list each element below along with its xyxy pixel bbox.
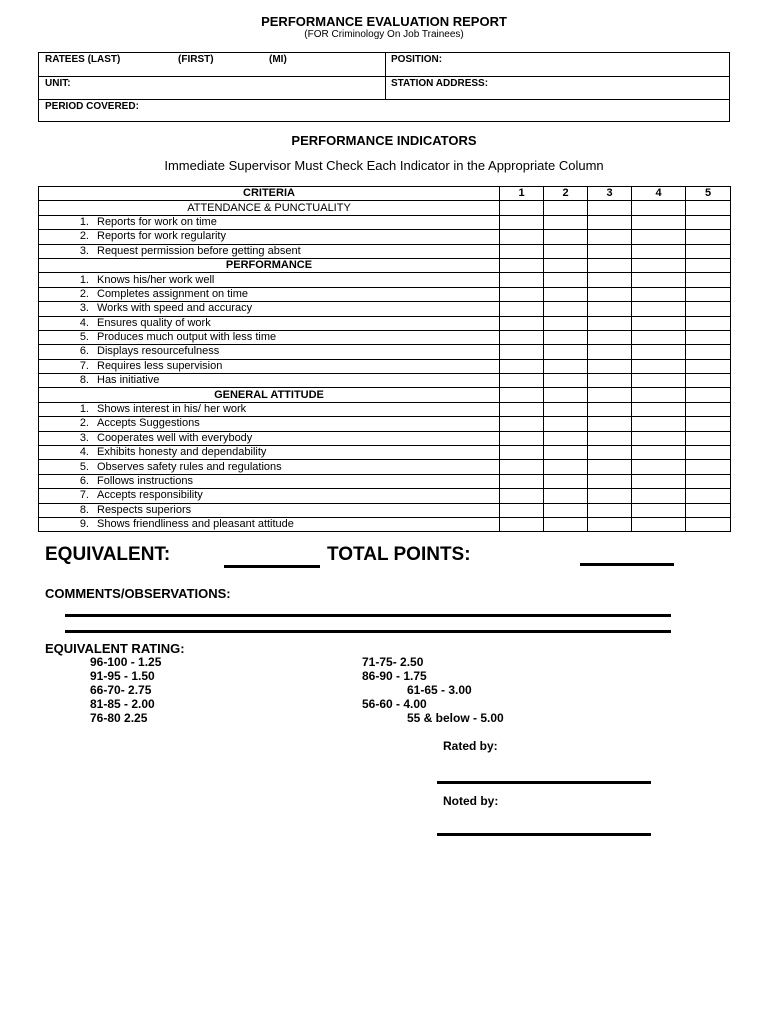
criteria-row <box>39 474 731 488</box>
rating-checkbox-cell[interactable] <box>500 446 544 460</box>
criteria-number: 2. <box>79 230 89 243</box>
criteria-item <box>39 359 500 373</box>
rating-checkbox-cell[interactable] <box>544 446 588 460</box>
criteria-text: Works with speed and accuracy <box>97 302 253 315</box>
criteria-text: Accepts Suggestions <box>97 417 200 430</box>
rating-cell <box>544 388 588 402</box>
rating-left-2: 91-95 - 1.50 <box>90 669 155 683</box>
rating-checkbox-cell[interactable] <box>500 215 544 229</box>
criteria-number: 6. <box>79 475 89 487</box>
info-row-name <box>39 53 729 77</box>
rating-checkbox-cell[interactable] <box>588 302 632 316</box>
info-row-unit <box>39 77 729 100</box>
rating-checkbox-cell[interactable] <box>544 431 588 445</box>
rating-checkbox-cell[interactable] <box>632 489 686 503</box>
criteria-item <box>39 316 500 330</box>
criteria-number: 5. <box>79 331 89 344</box>
rating-checkbox-cell[interactable] <box>588 446 632 460</box>
rating-checkbox-cell[interactable] <box>544 417 588 431</box>
criteria-row <box>39 287 731 301</box>
info-divider <box>385 53 386 100</box>
criteria-item <box>39 215 500 229</box>
criteria-number: 3. <box>79 302 89 315</box>
rating-cell <box>588 201 632 215</box>
rating-cell <box>632 201 686 215</box>
rating-checkbox-cell[interactable] <box>544 489 588 503</box>
criteria-item <box>39 302 500 316</box>
rating-right-5: 55 & below - 5.00 <box>407 711 504 725</box>
criteria-number: 3. <box>79 431 89 444</box>
criteria-item <box>39 402 500 416</box>
criteria-row <box>39 517 731 531</box>
section-row <box>39 388 731 402</box>
rating-checkbox-cell[interactable] <box>588 402 632 416</box>
rating-checkbox-cell[interactable] <box>544 316 588 330</box>
rating-checkbox-cell[interactable] <box>686 374 731 388</box>
rated-by-signature-line[interactable] <box>437 781 651 784</box>
rating-cell <box>500 388 544 402</box>
criteria-row <box>39 215 731 229</box>
rating-checkbox-cell[interactable] <box>500 431 544 445</box>
indicators-title: PERFORMANCE INDICATORS <box>291 133 477 148</box>
rating-checkbox-cell[interactable] <box>686 446 731 460</box>
rating-checkbox-cell[interactable] <box>686 316 731 330</box>
rating-col-3: 3 <box>588 187 632 201</box>
rating-checkbox-cell[interactable] <box>686 345 731 359</box>
comments-line-1[interactable] <box>65 614 671 617</box>
criteria-item <box>39 273 500 287</box>
rating-checkbox-cell[interactable] <box>588 330 632 344</box>
rating-checkbox-cell[interactable] <box>686 359 731 373</box>
rating-left-1: 96-100 - 1.25 <box>90 655 162 669</box>
rating-checkbox-cell[interactable] <box>500 302 544 316</box>
rating-checkbox-cell[interactable] <box>500 503 544 517</box>
rating-checkbox-cell[interactable] <box>588 230 632 244</box>
rating-checkbox-cell[interactable] <box>500 359 544 373</box>
rating-checkbox-cell[interactable] <box>500 374 544 388</box>
rated-by-label: Rated by: <box>443 739 498 753</box>
criteria-row <box>39 302 731 316</box>
rating-checkbox-cell[interactable] <box>686 215 731 229</box>
rating-checkbox-cell[interactable] <box>500 244 544 258</box>
comments-label: COMMENTS/OBSERVATIONS: <box>45 586 231 601</box>
rating-checkbox-cell[interactable] <box>544 215 588 229</box>
criteria-item <box>39 345 500 359</box>
rating-checkbox-cell[interactable] <box>686 244 731 258</box>
criteria-text: Shows friendliness and pleasant attitude <box>97 518 294 531</box>
rating-checkbox-cell[interactable] <box>588 316 632 330</box>
rating-checkbox-cell[interactable] <box>686 302 731 316</box>
comments-line-2[interactable] <box>65 630 671 633</box>
total-points-blank[interactable] <box>580 563 674 566</box>
criteria-row <box>39 273 731 287</box>
rating-checkbox-cell[interactable] <box>544 374 588 388</box>
criteria-text: Ensures quality of work <box>97 316 211 329</box>
rating-cell <box>686 201 731 215</box>
rating-cell <box>544 201 588 215</box>
criteria-item <box>39 374 500 388</box>
rating-checkbox-cell[interactable] <box>544 402 588 416</box>
criteria-text: Produces much output with less time <box>97 331 277 344</box>
rating-checkbox-cell[interactable] <box>632 302 686 316</box>
rating-checkbox-cell[interactable] <box>686 287 731 301</box>
rating-checkbox-cell[interactable] <box>588 460 632 474</box>
rating-cell <box>632 388 686 402</box>
rating-checkbox-cell[interactable] <box>632 230 686 244</box>
rating-col-1: 1 <box>500 187 544 201</box>
criteria-row <box>39 230 731 244</box>
rating-checkbox-cell[interactable] <box>588 244 632 258</box>
criteria-text: Knows his/her work well <box>97 273 215 286</box>
rating-checkbox-cell[interactable] <box>632 460 686 474</box>
criteria-number: 6. <box>79 345 89 358</box>
equivalent-blank[interactable] <box>224 565 320 568</box>
criteria-number: 7. <box>79 359 89 372</box>
rating-checkbox-cell[interactable] <box>632 431 686 445</box>
criteria-text: Shows interest in his/ her work <box>97 403 247 416</box>
indicators-instruction: Immediate Supervisor Must Check Each Indicator in the Appropriate Column <box>164 158 604 173</box>
rating-checkbox-cell[interactable] <box>544 503 588 517</box>
criteria-item <box>39 431 500 445</box>
criteria-text: Exhibits honesty and dependability <box>97 446 267 459</box>
section-title: ATTENDANCE & PUNCTUALITY <box>39 201 500 215</box>
rating-checkbox-cell[interactable] <box>588 215 632 229</box>
criteria-number: 8. <box>79 374 89 387</box>
rating-cell <box>686 258 731 272</box>
criteria-item <box>39 517 500 531</box>
rating-checkbox-cell[interactable] <box>500 489 544 503</box>
report-subtitle: (FOR Criminology On Job Trainees) <box>304 29 464 40</box>
rating-checkbox-cell[interactable] <box>632 417 686 431</box>
rating-right-4: 56-60 - 4.00 <box>362 697 427 711</box>
rating-checkbox-cell[interactable] <box>686 474 731 488</box>
rating-checkbox-cell[interactable] <box>544 230 588 244</box>
rating-checkbox-cell[interactable] <box>544 302 588 316</box>
criteria-row <box>39 330 731 344</box>
rating-checkbox-cell[interactable] <box>500 230 544 244</box>
rating-checkbox-cell[interactable] <box>632 345 686 359</box>
position-label: POSITION: <box>391 54 443 65</box>
criteria-text: Observes safety rules and regulations <box>97 460 282 473</box>
rating-right-2: 86-90 - 1.75 <box>362 669 427 683</box>
criteria-item <box>39 503 500 517</box>
equivalent-rating-title: EQUIVALENT RATING: <box>45 641 185 656</box>
criteria-item <box>39 446 500 460</box>
rating-checkbox-cell[interactable] <box>588 345 632 359</box>
rating-left-5: 76-80 2.25 <box>90 711 148 725</box>
criteria-text: Reports for work on time <box>97 215 217 228</box>
criteria-item <box>39 474 500 488</box>
criteria-row <box>39 446 731 460</box>
criteria-row <box>39 489 731 503</box>
criteria-number: 3. <box>79 244 89 257</box>
criteria-text: Cooperates well with everybody <box>97 431 253 444</box>
criteria-item <box>39 489 500 503</box>
criteria-number: 4. <box>79 446 89 459</box>
criteria-item <box>39 417 500 431</box>
rating-col-4: 4 <box>632 187 686 201</box>
rating-checkbox-cell[interactable] <box>588 431 632 445</box>
ratee-first-label: (FIRST) <box>178 54 214 65</box>
rating-checkbox-cell[interactable] <box>632 446 686 460</box>
criteria-number: 9. <box>79 518 89 531</box>
total-points-label: TOTAL POINTS: <box>327 544 471 565</box>
rating-checkbox-cell[interactable] <box>544 244 588 258</box>
criteria-body <box>39 201 731 532</box>
rating-checkbox-cell[interactable] <box>500 402 544 416</box>
rating-checkbox-cell[interactable] <box>544 273 588 287</box>
rating-checkbox-cell[interactable] <box>632 273 686 287</box>
rating-checkbox-cell[interactable] <box>686 402 731 416</box>
rating-checkbox-cell[interactable] <box>588 374 632 388</box>
criteria-number: 2. <box>79 287 89 300</box>
criteria-row <box>39 316 731 330</box>
rating-checkbox-cell[interactable] <box>544 474 588 488</box>
rating-right-3: 61-65 - 3.00 <box>407 683 472 697</box>
info-row-period <box>39 100 729 122</box>
rating-checkbox-cell[interactable] <box>500 460 544 474</box>
criteria-number: 1. <box>79 215 89 228</box>
rating-checkbox-cell[interactable] <box>686 230 731 244</box>
rating-checkbox-cell[interactable] <box>686 489 731 503</box>
criteria-number: 1. <box>79 403 89 416</box>
criteria-text: Reports for work regularity <box>97 230 226 243</box>
rating-checkbox-cell[interactable] <box>632 359 686 373</box>
criteria-row <box>39 345 731 359</box>
rating-checkbox-cell[interactable] <box>632 330 686 344</box>
rating-right-1: 71-75- 2.50 <box>362 655 424 669</box>
rating-checkbox-cell[interactable] <box>544 359 588 373</box>
unit-label: UNIT: <box>45 78 71 89</box>
rating-checkbox-cell[interactable] <box>686 330 731 344</box>
criteria-item <box>39 460 500 474</box>
rating-checkbox-cell[interactable] <box>632 503 686 517</box>
section-row <box>39 201 731 215</box>
rating-checkbox-cell[interactable] <box>500 474 544 488</box>
criteria-number: 2. <box>79 417 89 430</box>
criteria-number: 4. <box>79 316 89 329</box>
criteria-text: Respects superiors <box>97 503 192 516</box>
rating-checkbox-cell[interactable] <box>544 460 588 474</box>
criteria-item <box>39 287 500 301</box>
rating-cell <box>500 201 544 215</box>
rating-checkbox-cell[interactable] <box>686 517 731 531</box>
criteria-text: Completes assignment on time <box>97 287 249 300</box>
criteria-text: Follows instructions <box>97 475 193 487</box>
rating-checkbox-cell[interactable] <box>686 460 731 474</box>
criteria-row <box>39 503 731 517</box>
rating-checkbox-cell[interactable] <box>544 517 588 531</box>
rating-checkbox-cell[interactable] <box>544 345 588 359</box>
noted-by-label: Noted by: <box>443 794 499 808</box>
rating-checkbox-cell[interactable] <box>686 431 731 445</box>
criteria-item <box>39 330 500 344</box>
rating-checkbox-cell[interactable] <box>686 503 731 517</box>
rating-checkbox-cell[interactable] <box>500 287 544 301</box>
criteria-number: 8. <box>79 503 89 516</box>
rating-checkbox-cell[interactable] <box>588 359 632 373</box>
rating-checkbox-cell[interactable] <box>686 417 731 431</box>
rating-checkbox-cell[interactable] <box>500 417 544 431</box>
rating-cell <box>588 388 632 402</box>
criteria-row <box>39 359 731 373</box>
criteria-text: Accepts responsibility <box>97 489 203 502</box>
rating-checkbox-cell[interactable] <box>500 345 544 359</box>
rating-checkbox-cell[interactable] <box>686 273 731 287</box>
rating-col-5: 5 <box>686 187 731 201</box>
section-row <box>39 258 731 272</box>
criteria-number: 1. <box>79 273 89 286</box>
criteria-header-row <box>39 187 731 201</box>
rating-left-3: 66-70- 2.75 <box>90 683 152 697</box>
rating-checkbox-cell[interactable] <box>632 517 686 531</box>
rating-checkbox-cell[interactable] <box>588 287 632 301</box>
criteria-row <box>39 244 731 258</box>
rating-checkbox-cell[interactable] <box>588 517 632 531</box>
rating-checkbox-cell[interactable] <box>500 330 544 344</box>
criteria-table <box>38 186 731 532</box>
rating-checkbox-cell[interactable] <box>588 503 632 517</box>
rating-checkbox-cell[interactable] <box>588 273 632 287</box>
rating-cell <box>632 258 686 272</box>
rating-checkbox-cell[interactable] <box>632 316 686 330</box>
rating-checkbox-cell[interactable] <box>632 374 686 388</box>
criteria-text: Request permission before getting absent <box>97 244 301 257</box>
rating-cell <box>500 258 544 272</box>
criteria-row <box>39 374 731 388</box>
criteria-row <box>39 417 731 431</box>
section-title: PERFORMANCE <box>39 258 500 272</box>
criteria-row <box>39 402 731 416</box>
criteria-number: 5. <box>79 460 89 473</box>
section-title: GENERAL ATTITUDE <box>39 388 500 402</box>
criteria-row <box>39 460 731 474</box>
equivalent-label: EQUIVALENT: <box>45 544 171 565</box>
ratee-info-box <box>38 52 730 122</box>
criteria-text: Requires less supervision <box>97 359 223 372</box>
criteria-row <box>39 431 731 445</box>
rating-checkbox-cell[interactable] <box>632 215 686 229</box>
criteria-item <box>39 244 500 258</box>
station-address-label: STATION ADDRESS: <box>391 78 489 89</box>
ratee-mi-label: (MI) <box>269 54 287 65</box>
rating-cell <box>686 388 731 402</box>
criteria-text: Displays resourcefulness <box>97 345 220 358</box>
noted-by-signature-line[interactable] <box>437 833 651 836</box>
rating-col-2: 2 <box>544 187 588 201</box>
criteria-item <box>39 230 500 244</box>
rating-checkbox-cell[interactable] <box>588 417 632 431</box>
period-covered-label: PERIOD COVERED: <box>45 101 139 112</box>
criteria-header: CRITERIA <box>39 187 500 201</box>
rating-cell <box>544 258 588 272</box>
rating-checkbox-cell[interactable] <box>632 244 686 258</box>
criteria-text: Has initiative <box>97 374 160 387</box>
rating-cell <box>588 258 632 272</box>
rating-checkbox-cell[interactable] <box>632 287 686 301</box>
rating-checkbox-cell[interactable] <box>500 273 544 287</box>
rating-checkbox-cell[interactable] <box>632 402 686 416</box>
report-title: PERFORMANCE EVALUATION REPORT <box>261 14 507 29</box>
rating-checkbox-cell[interactable] <box>544 330 588 344</box>
rating-checkbox-cell[interactable] <box>500 316 544 330</box>
criteria-number: 7. <box>79 489 89 502</box>
rating-checkbox-cell[interactable] <box>588 474 632 488</box>
rating-checkbox-cell[interactable] <box>632 474 686 488</box>
ratee-last-label: RATEES (LAST) <box>45 54 121 65</box>
rating-left-4: 81-85 - 2.00 <box>90 697 155 711</box>
rating-checkbox-cell[interactable] <box>544 287 588 301</box>
rating-checkbox-cell[interactable] <box>500 517 544 531</box>
rating-checkbox-cell[interactable] <box>588 489 632 503</box>
